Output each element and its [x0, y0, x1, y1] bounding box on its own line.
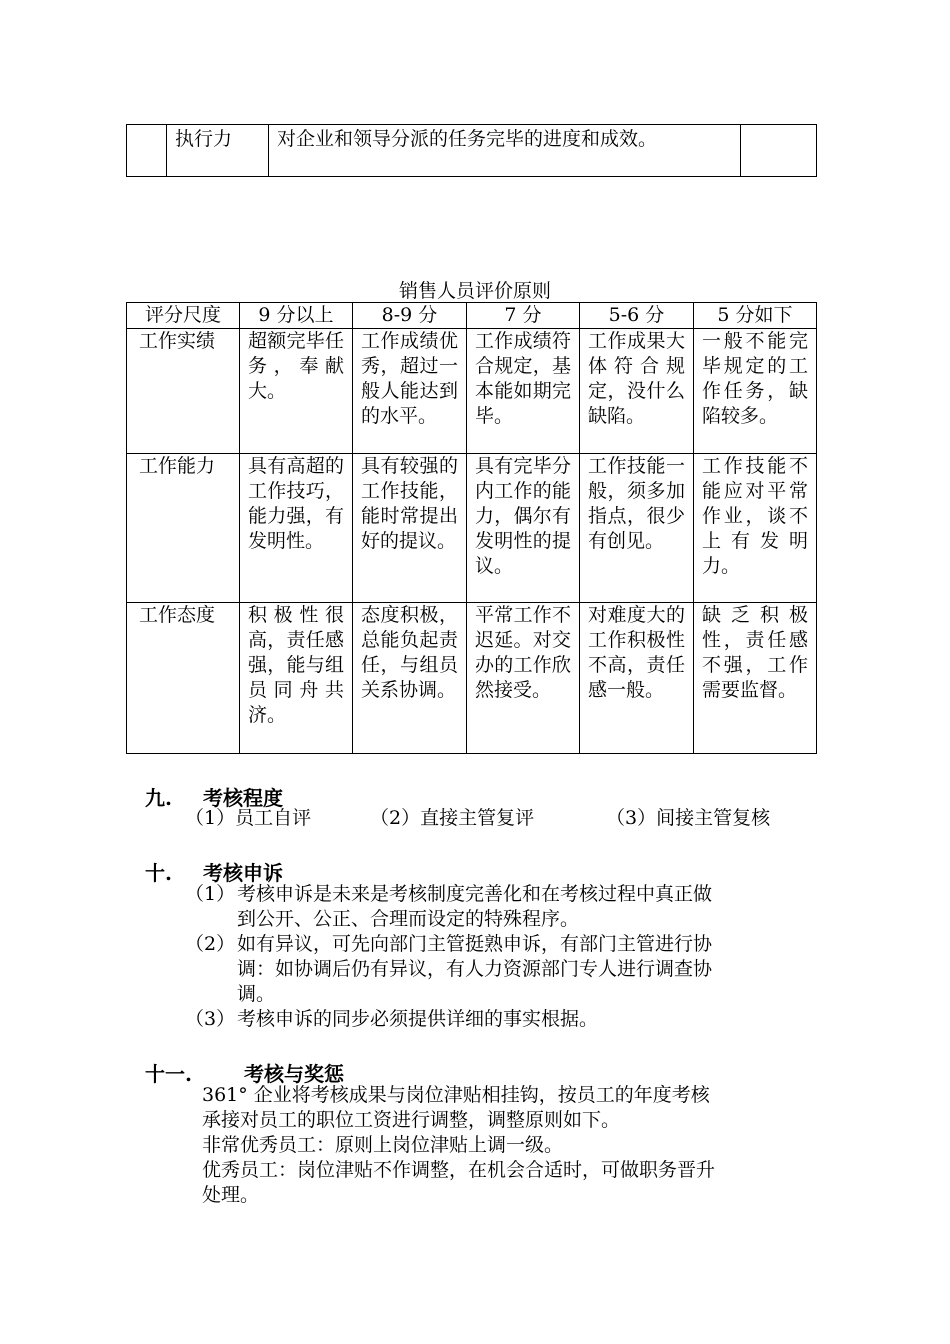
section-number: 十一.: [145, 1062, 192, 1086]
section-title: 考核与奖惩: [244, 1062, 344, 1086]
list-item-line: 到公开、公正、合理而设定的特殊程序。: [237, 908, 580, 930]
row-header: 工作态度: [127, 603, 240, 754]
paragraph-line: 优秀员工：岗位津贴不作调整，在机会合适时，可做职务晋升: [202, 1159, 716, 1181]
row-header: 工作能力: [127, 454, 240, 603]
table-cell: 具有完毕分内工作的能力，偶尔有发明性的提议。: [467, 454, 580, 603]
table-cell: [127, 125, 167, 177]
table-row: [127, 454, 817, 603]
table-cell: 积极性很高，责任感强，能与组员同舟共济。: [240, 603, 353, 754]
section-number: 十.: [145, 861, 172, 885]
section-number: 九.: [145, 786, 172, 810]
paragraph-line: 361° 企业将考核成果与岗位津贴相挂钩，按员工的年度考核: [202, 1084, 710, 1106]
list-item-line: 调。: [237, 983, 276, 1005]
table-row: [127, 329, 817, 454]
table-cell: 具有较强的工作技能，能时常提出好的提议。: [353, 454, 467, 603]
list-item-line: 考核申诉是未来是考核制度完善化和在考核过程中真正做: [237, 883, 713, 905]
column-header: 9 分以上: [240, 303, 353, 329]
table-cell: 缺乏积极性，责任感不强，工作需要监督。: [694, 603, 817, 754]
procedure-step: （2）直接主管复评: [370, 807, 535, 829]
table-cell: 具有高超的工作技巧，能力强，有发明性。: [240, 454, 353, 603]
list-marker: （2）: [185, 933, 236, 955]
table-cell: 平常工作不迟延。对交办的工作欣然接受。: [467, 603, 580, 754]
list-marker: （3）: [185, 1008, 236, 1030]
section-title: 考核申诉: [203, 861, 283, 885]
table-caption: 销售人员评价原则: [398, 280, 551, 302]
header-row: [127, 303, 817, 329]
table-cell: 态度积极，总能负起责任，与组员关系协调。: [353, 603, 467, 754]
list-item-line: 如有异议，可先向部门主管挺熟申诉，有部门主管进行协: [237, 933, 713, 955]
table-cell: 工作成果大体符合规定，没什么缺陷。: [580, 329, 694, 454]
list-item-line: 考核申诉的同步必须提供详细的事实根据。: [237, 1008, 599, 1030]
paragraph-line: 处理。: [202, 1184, 260, 1206]
table-row: [127, 125, 817, 177]
list-item-line: 调：如协调后仍有异议，有人力资源部门专人进行调查协: [237, 958, 713, 980]
table-cell: 对难度大的工作积极性不高，责任感一般。: [580, 603, 694, 754]
table-cell: [741, 125, 817, 177]
column-header: 8-9 分: [353, 303, 467, 329]
column-header: 评分尺度: [127, 303, 240, 329]
table-cell: 一般不能完毕规定的工作任务，缺陷较多。: [694, 329, 817, 454]
section-title: 考核程度: [203, 786, 283, 810]
table-cell: 超额完毕任务，奉献大。: [240, 329, 353, 454]
item-label: 执行力: [167, 125, 269, 177]
column-header: 5-6 分: [580, 303, 694, 329]
column-header: 5 分如下: [694, 303, 817, 329]
table-cell: 工作成绩优秀，超过一般人能达到的水平。: [353, 329, 467, 454]
paragraph-line: 非常优秀员工：原则上岗位津贴上调一级。: [202, 1134, 564, 1156]
column-header: 7 分: [467, 303, 580, 329]
procedure-step: （3）间接主管复核: [606, 807, 771, 829]
evaluation-standards-table: [126, 302, 817, 754]
list-marker: （1）: [185, 883, 236, 905]
procedure-step: （1）员工自评: [185, 807, 312, 829]
table-cell: 工作技能一般，须多加指点，很少有创见。: [580, 454, 694, 603]
table-row: [127, 603, 817, 754]
row-header: 工作实绩: [127, 329, 240, 454]
table-cell: 工作技能不能应对平常作业，谈不上有发明力。: [694, 454, 817, 603]
item-description: 对企业和领导分派的任务完毕的进度和成效。: [269, 125, 741, 177]
paragraph-line: 承接对员工的职位工资进行调整，调整原则如下。: [202, 1109, 621, 1131]
performance-items-table: [126, 124, 817, 177]
table-cell: 工作成绩符合规定，基本能如期完毕。: [467, 329, 580, 454]
